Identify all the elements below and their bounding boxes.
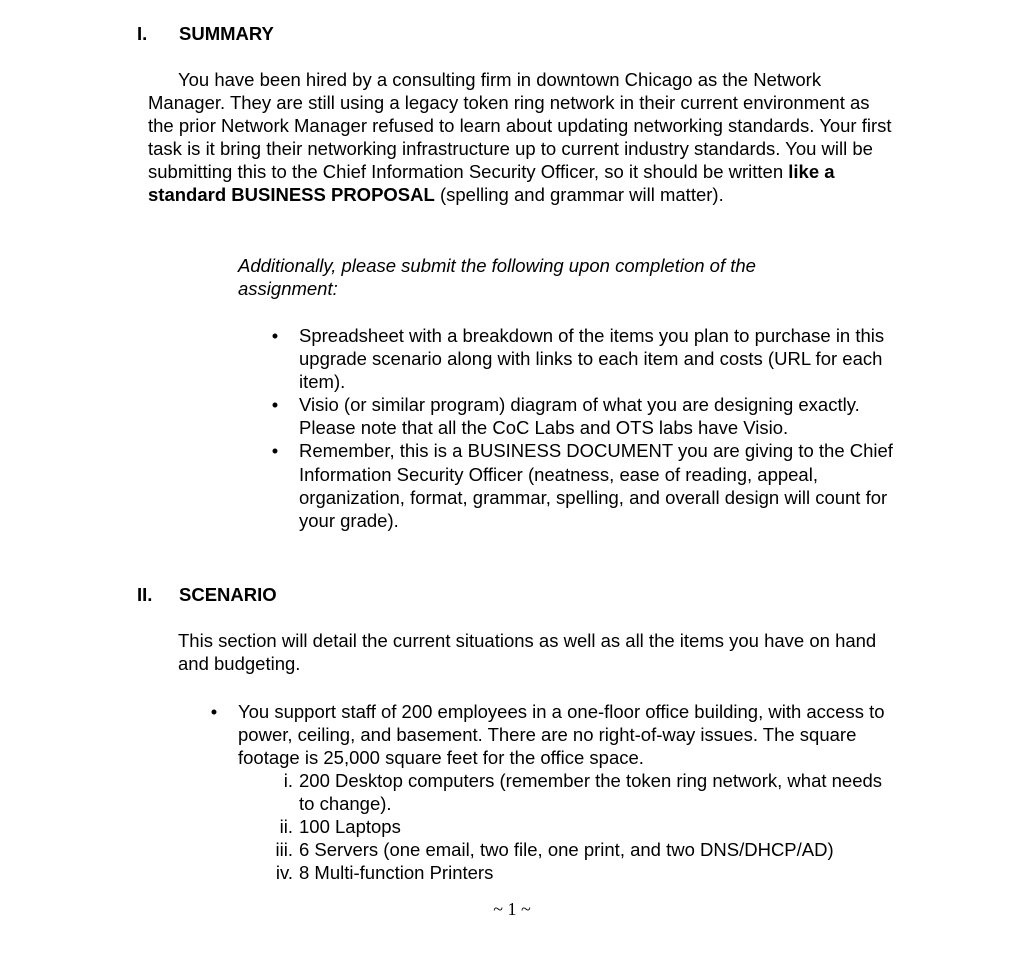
page-number: ~ 1 ~: [493, 899, 531, 919]
deliverables-list: [271, 324, 909, 532]
list-item-text: Visio (or similar program) diagram of what you are designing exactly. Please note that all the CoC Labs and OTS labs have Visio.: [299, 394, 860, 439]
bullet-icon: •: [271, 325, 279, 346]
list-item-text: 6 Servers (one email, two file, one print, and two DNS/DHCP/AD): [299, 839, 834, 861]
section-heading-scenario: [137, 583, 437, 606]
scenario-intro-paragraph: This section will detail the current situations as well as all the items you have on hand and budgeting.: [178, 630, 877, 675]
summary-intro-tail: (spelling and grammar will matter).: [434, 184, 724, 206]
section-number: II.: [137, 584, 153, 605]
list-item-text: Spreadsheet with a breakdown of the items you plan to purchase in this upgrade scenario along with links to each item and costs (URL for each item).: [299, 325, 885, 393]
additional-note: Additionally, please submit the following upon completion of the assignment:: [238, 255, 756, 300]
list-marker: ii.: [279, 816, 293, 838]
list-item-text: You support staff of 200 employees in a one-floor office building, with access to power, ceiling, and basement. There are no right-of-way issues. The square footage is 25,000 square feet for the office space.: [238, 701, 885, 769]
list-marker: iii.: [275, 839, 293, 861]
inventory-list: [275, 769, 899, 884]
list-item: [275, 861, 899, 884]
list-marker: iv.: [275, 862, 293, 884]
list-item-text: 100 Laptops: [299, 816, 401, 838]
bullet-icon: •: [271, 440, 279, 462]
section-heading-summary: [137, 22, 437, 45]
list-item-text: 200 Desktop computers (remember the token ring network, what needs to change).: [299, 770, 883, 815]
list-item: [271, 393, 909, 439]
section-title: SCENARIO: [179, 584, 277, 605]
list-item-text: 8 Multi-function Printers: [299, 862, 494, 884]
section-title: SUMMARY: [179, 23, 274, 44]
bullet-icon: •: [271, 394, 279, 416]
list-marker: i.: [283, 770, 293, 791]
list-item: [275, 838, 899, 861]
summary-intro-paragraph: [148, 68, 898, 207]
summary-intro-bold: like a standard BUSINESS PROPOSAL: [148, 161, 835, 206]
scenario-list: [210, 700, 910, 769]
list-item: [271, 439, 909, 531]
summary-intro-text: You have been hired by a consulting firm in downtown Chicago as the Network Manager. They are still using a legacy token ring network in their current environment as the prior Network Manager refused to learn about updating networking standards. Your first task is it bring their networking infrastructure up to current industry standards. You will be submitting this to the Chief Information Security Officer, so it should be written: [148, 69, 892, 183]
list-item: [271, 324, 909, 393]
section-number: I.: [137, 23, 148, 44]
list-item-text: Remember, this is a BUSINESS DOCUMENT you are giving to the Chief Information Security Officer (neatness, ease of reading, appeal, organization, format, grammar, spelling, and overall design will count for your grade).: [299, 440, 893, 531]
bullet-icon: •: [210, 701, 218, 722]
list-item: [210, 700, 910, 769]
list-item: [279, 815, 899, 838]
list-item: [283, 769, 899, 815]
